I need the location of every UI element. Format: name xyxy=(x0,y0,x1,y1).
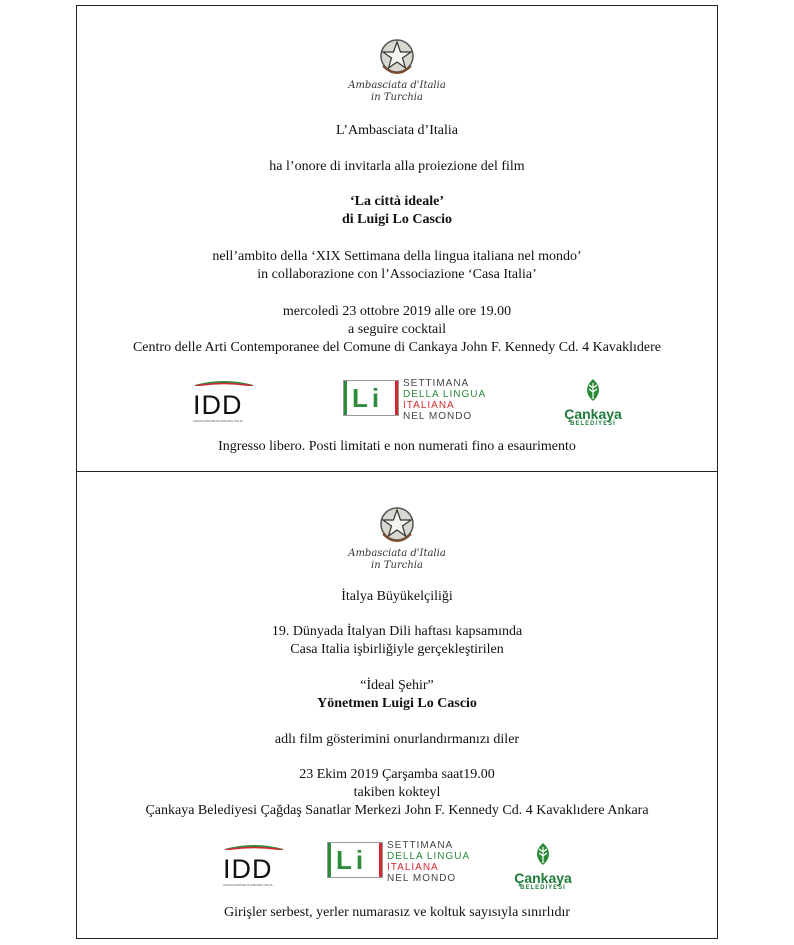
invite-line: adlı film gösterimini onurlandırmanızı diler xyxy=(274,732,520,747)
italian-republic-emblem-icon xyxy=(377,36,417,80)
cankaya-logo xyxy=(513,842,573,891)
cankaya-logo xyxy=(563,378,623,427)
idd-subtitle: ASSOCIAZIONE DI AMICIZIA ITALIA xyxy=(223,883,273,887)
idd-logo xyxy=(193,373,263,423)
li-text: SETTIMANA DELLA LINGUA ITALIANA NEL MONDO xyxy=(403,378,487,422)
li-text: SETTIMANA DELLA LINGUA ITALIANA NEL MONDO xyxy=(387,840,471,884)
idd-subtitle: ASSOCIAZIONE DI AMICIZIA ITALIA xyxy=(193,419,243,423)
embassy-emblem xyxy=(337,36,457,104)
context-line-1: nell’ambito della ‘XIX Settimana della lingua italiana nel mondo’ xyxy=(212,249,582,264)
venue-line: Centro delle Arti Contemporanee del Comune di Cankaya John F. Kennedy Cd. 4 Kavaklıdere xyxy=(132,340,662,355)
italian-republic-emblem-icon xyxy=(377,504,417,548)
idd-flag-swoosh-icon xyxy=(193,380,255,386)
director-line: di Luigi Lo Cascio xyxy=(341,212,453,227)
host-line: İtalya Büyükelçiliği xyxy=(341,589,453,604)
idd-logo xyxy=(223,837,293,887)
settimana-lingua-logo xyxy=(339,374,511,422)
li-box xyxy=(343,380,399,416)
li-mark: Li xyxy=(352,383,384,413)
after-line: takiben kokteyl xyxy=(353,785,441,800)
cankaya-wordmark: Çankaya xyxy=(514,870,572,886)
director-line: Yönetmen Luigi Lo Cascio xyxy=(317,696,477,711)
idd-wordmark: IDD xyxy=(223,854,273,884)
settimana-lingua-logo xyxy=(323,836,495,884)
emblem-caption-line1: Ambasciata d'Italia xyxy=(348,80,446,91)
venue-line: Çankaya Belediyesi Çağdaş Sanatlar Merkezi John F. Kennedy Cd. 4 Kavaklıdere Ankara xyxy=(145,803,649,818)
emblem-caption-line2: in Turchia xyxy=(371,92,423,103)
datetime-line: mercoledì 23 ottobre 2019 alle ore 19.00 xyxy=(282,304,512,319)
idd-flag-swoosh-icon xyxy=(223,844,285,850)
embassy-emblem xyxy=(337,504,457,572)
after-line: a seguire cocktail xyxy=(348,322,446,337)
invitation-card-turkish xyxy=(76,472,718,939)
context-line-2: in collaborazione con l’Associazione ‘Casa Italia’ xyxy=(257,267,537,282)
host-line: L’Ambasciata d’Italia xyxy=(336,123,458,138)
cankaya-wordmark: Çankaya xyxy=(564,406,622,422)
entry-line: Ingresso libero. Posti limitati e non numerati fino a esaurimento xyxy=(218,439,576,454)
entry-line: Girişler serbest, yerler numarasız ve koltuk sayısıyla sınırlıdır xyxy=(223,905,571,920)
context-line-1: 19. Dünyada İtalyan Dili haftası kapsamında xyxy=(271,624,523,639)
context-line-2: Casa Italia işbirliğiyle gerçekleştirilen xyxy=(290,642,504,657)
li-mark: Li xyxy=(336,845,368,875)
li-box xyxy=(327,842,383,878)
intro-line: ha l’onore di invitarla alla proiezione del film xyxy=(269,159,525,174)
idd-wordmark: IDD xyxy=(193,390,243,420)
datetime-line: 23 Ekim 2019 Çarşamba saat19.00 xyxy=(299,767,495,782)
cankaya-leaf-icon xyxy=(581,378,605,402)
invitation-card-italian xyxy=(76,5,718,472)
emblem-caption-line1: Ambasciata d'Italia xyxy=(348,548,446,559)
film-title: ‘La città ideale’ xyxy=(349,194,445,209)
cankaya-subtitle: BELEDİYESİ xyxy=(520,885,566,891)
emblem-caption-line2: in Turchia xyxy=(371,560,423,571)
cankaya-leaf-icon xyxy=(531,842,555,866)
cankaya-subtitle: BELEDİYESİ xyxy=(570,421,616,427)
film-title: “İdeal Şehir” xyxy=(360,678,434,693)
